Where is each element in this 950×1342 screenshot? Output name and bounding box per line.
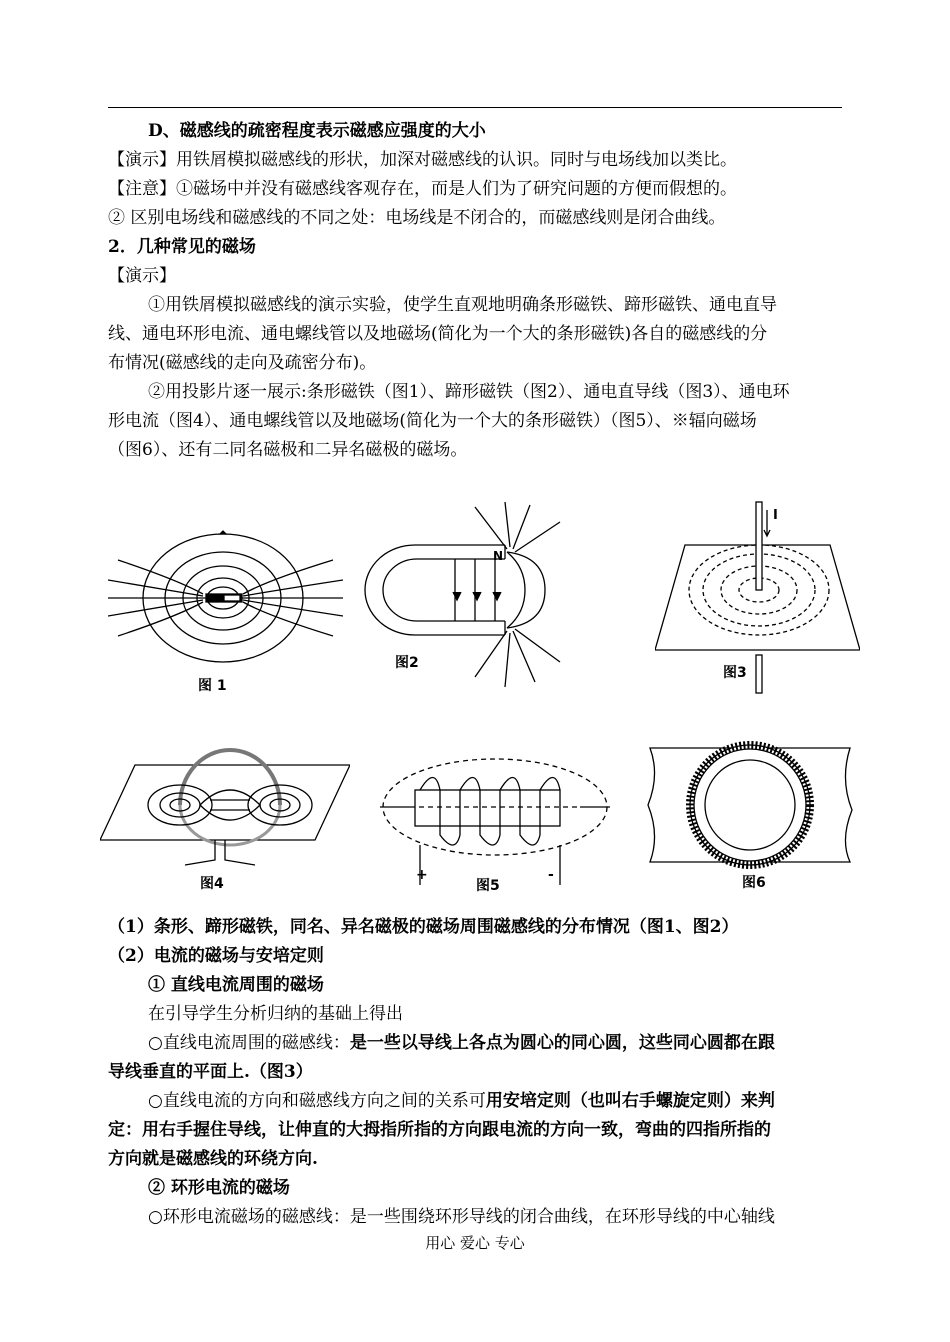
text-line: ①用铁屑模拟磁感线的演示实验，使学生直观地明确条形磁铁、蹄形磁铁、通电直导 (148, 295, 777, 315)
text-line (148, 1030, 882, 1056)
text-line: ① 直线电流周围的磁场 (148, 975, 324, 995)
text-line: 【注意】①磁场中并没有磁感线客观存在，而是人们为了研究问题的方便而假想的。 (108, 179, 737, 199)
text-line (148, 1088, 882, 1114)
text-line: ②用投影片逐一展示:条形磁铁（图1）、蹄形磁铁（图2）、通电直导线（图3）、通电环 (148, 382, 790, 402)
figure-4-circular-current (100, 745, 350, 890)
text-line: 【演示】用铁屑模拟磁感线的形状，加深对磁感线的认识。同时与电场线加以类比。 (108, 150, 737, 170)
figure-2-horseshoe-magnet (355, 497, 595, 697)
section-heading: 2．几种常见的磁场 (108, 237, 256, 257)
label-current-i: I (773, 508, 778, 523)
text-line: ② 环形电流的磁场 (148, 1178, 290, 1198)
text-line: （图6）、还有二同名磁极和二异名磁极的磁场。 (108, 440, 468, 460)
text-plain: ○直线电流的方向和磁感线方向之间的关系可 (148, 1091, 486, 1111)
text-line: ② 区别电场线和磁感线的不同之处：电场线是不闭合的，而磁感线则是闭合曲线。 (108, 208, 726, 228)
text-line: 导线垂直的平面上.（图3） (108, 1062, 313, 1082)
text-plain: ○直线电流周围的磁感线： (148, 1033, 350, 1053)
text-bold: 用安培定则（也叫右手螺旋定则）来判 (485, 1091, 775, 1111)
text-line: 定：用右手握住导线，让伸直的大拇指所指的方向跟电流的方向一致，弯曲的四指所指的 (108, 1120, 771, 1140)
text-line: 在引导学生分析归纳的基础上得出 (148, 1004, 403, 1024)
figure-5-caption: 图5 (476, 878, 500, 894)
label-positive: + (416, 867, 428, 883)
text-line: ○环形电流磁场的磁感线：是一些围绕环形导线的闭合曲线，在环形导线的中心轴线 (148, 1207, 775, 1227)
text-line: 【演示】 (108, 266, 176, 286)
text-line: （2）电流的磁场与安培定则 (108, 946, 324, 966)
figure-3-caption: 图3 (723, 665, 747, 681)
label-negative: - (548, 867, 554, 883)
figure-4-caption: 图4 (200, 876, 224, 892)
label-n-pole: N (493, 549, 504, 563)
figure-6-caption: 图6 (742, 875, 766, 891)
header-rule (108, 107, 842, 108)
text-line: D、磁感线的疏密程度表示磁感应强度的大小 (148, 121, 486, 141)
figure-1-caption: 图 1 (198, 678, 227, 694)
text-line: 方向就是磁感线的环绕方向. (108, 1149, 318, 1169)
text-line: 线、通电环形电流、通电螺线管以及地磁场(简化为一个大的条形磁铁)各自的磁感线的分 (108, 324, 768, 344)
figure-3-straight-wire (655, 500, 860, 695)
text-bold: 是一些以导线上各点为圆心的同心圆，这些同心圆都在跟 (349, 1033, 775, 1053)
figure-5-solenoid (380, 745, 610, 895)
text-line: 布情况(磁感线的走向及疏密分布)。 (108, 353, 377, 373)
figure-1-bar-magnet (108, 520, 343, 700)
text-line: 形电流（图4）、通电螺线管以及地磁场(简化为一个大的条形磁铁）（图5）、※辐向磁场 (108, 411, 757, 431)
text-line: （1）条形、蹄形磁铁，同名、异名磁极的磁场周围磁感线的分布情况（图1、图2） (108, 917, 739, 937)
page-footer: 用心 爱心 专心 (425, 1234, 525, 1252)
figure-6-radial-field (640, 740, 860, 890)
figure-2-caption: 图2 (395, 655, 419, 671)
